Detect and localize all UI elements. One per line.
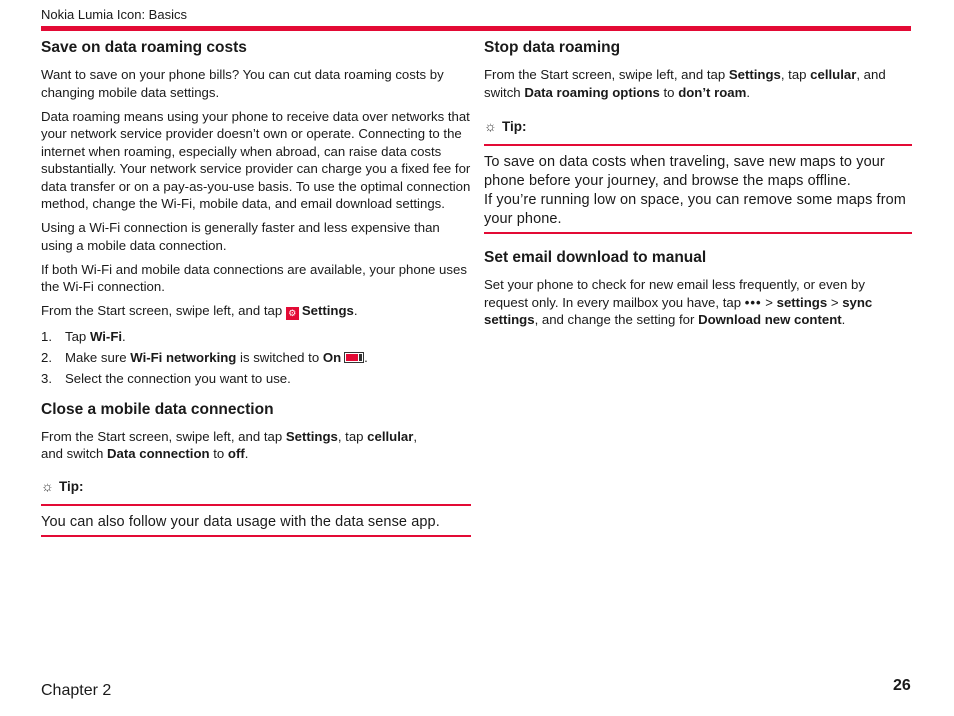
paragraph: Data roaming means using your phone to receive data over networks that your network service provider doesn’t own or operate. Connecting to the internet when roaming, especially when abroad, can raise data costs substantially. Your network service provider can charge you a fixed fee for data transfer or on a pay-as-you-use basis. To use the optimal connection method, change the Wi-Fi, mobile data, and email download settings. — [41, 108, 471, 211]
paragraph-email: Set your phone to check for new email less frequently, or even by request only. In every mailbox you have, tap ••• > settings > sync settings, and change the setting for Download new content. — [484, 277, 873, 327]
right-column — [484, 38, 912, 335]
paragraph-settings: From the Start screen, swipe left, and tap ⚙ Settings. — [41, 303, 358, 318]
paragraph-stop-roaming: From the Start screen, swipe left, and tap Settings, tap cellular, and switch Data roaming options to don’t roam. — [484, 67, 886, 100]
left-column — [41, 38, 471, 537]
tip-heading: ☼ Tip: — [41, 477, 84, 494]
steps-list — [41, 328, 471, 388]
header-rule — [41, 26, 911, 31]
paragraph-close: From the Start screen, swipe left, and tap Settings, tap cellular, and switch Data connection to off. — [41, 428, 418, 461]
running-header: Nokia Lumia Icon: Basics — [41, 7, 187, 22]
chapter-label: Chapter 2 — [41, 682, 112, 699]
section-heading-roaming: Save on data roaming costs — [41, 39, 247, 56]
list-item: 1. Tap Wi-Fi. — [41, 329, 126, 344]
lightbulb-icon: ☼ — [484, 118, 497, 134]
tip-box — [484, 144, 912, 234]
lightbulb-icon: ☼ — [41, 477, 54, 494]
section-heading-stop-roaming: Stop data roaming — [484, 39, 621, 56]
section-heading-email: Set email download to manual — [484, 249, 707, 266]
paragraph: If both Wi-Fi and mobile data connections are available, your phone uses the Wi-Fi connection. — [41, 261, 467, 294]
paragraph: Using a Wi-Fi connection is generally faster and less expensive than using a mobile data connection. — [41, 220, 440, 253]
list-item: 3. Select the connection you want to use. — [41, 371, 291, 386]
more-dots-icon: ••• — [744, 294, 762, 310]
tip-text: You can also follow your data usage with the data sense app. — [41, 513, 440, 530]
toggle-on-icon — [344, 352, 364, 363]
list-item: 2. Make sure Wi-Fi networking is switched to On . — [41, 350, 368, 365]
section-heading-close: Close a mobile data connection — [41, 400, 274, 418]
paragraph: Want to save on your phone bills? You can cut data roaming costs by changing mobile data settings. — [41, 67, 444, 100]
page-number: 26 — [893, 677, 911, 694]
tip-heading: ☼ Tip: — [484, 118, 527, 134]
tip-text: If you’re running low on space, you can remove some maps from your phone. — [484, 192, 906, 227]
settings-gear-icon: ⚙ — [286, 307, 299, 320]
tip-text: To save on data costs when traveling, save new maps to your phone before your journey, and browse the maps offline. — [484, 154, 885, 189]
tip-box — [41, 504, 471, 537]
